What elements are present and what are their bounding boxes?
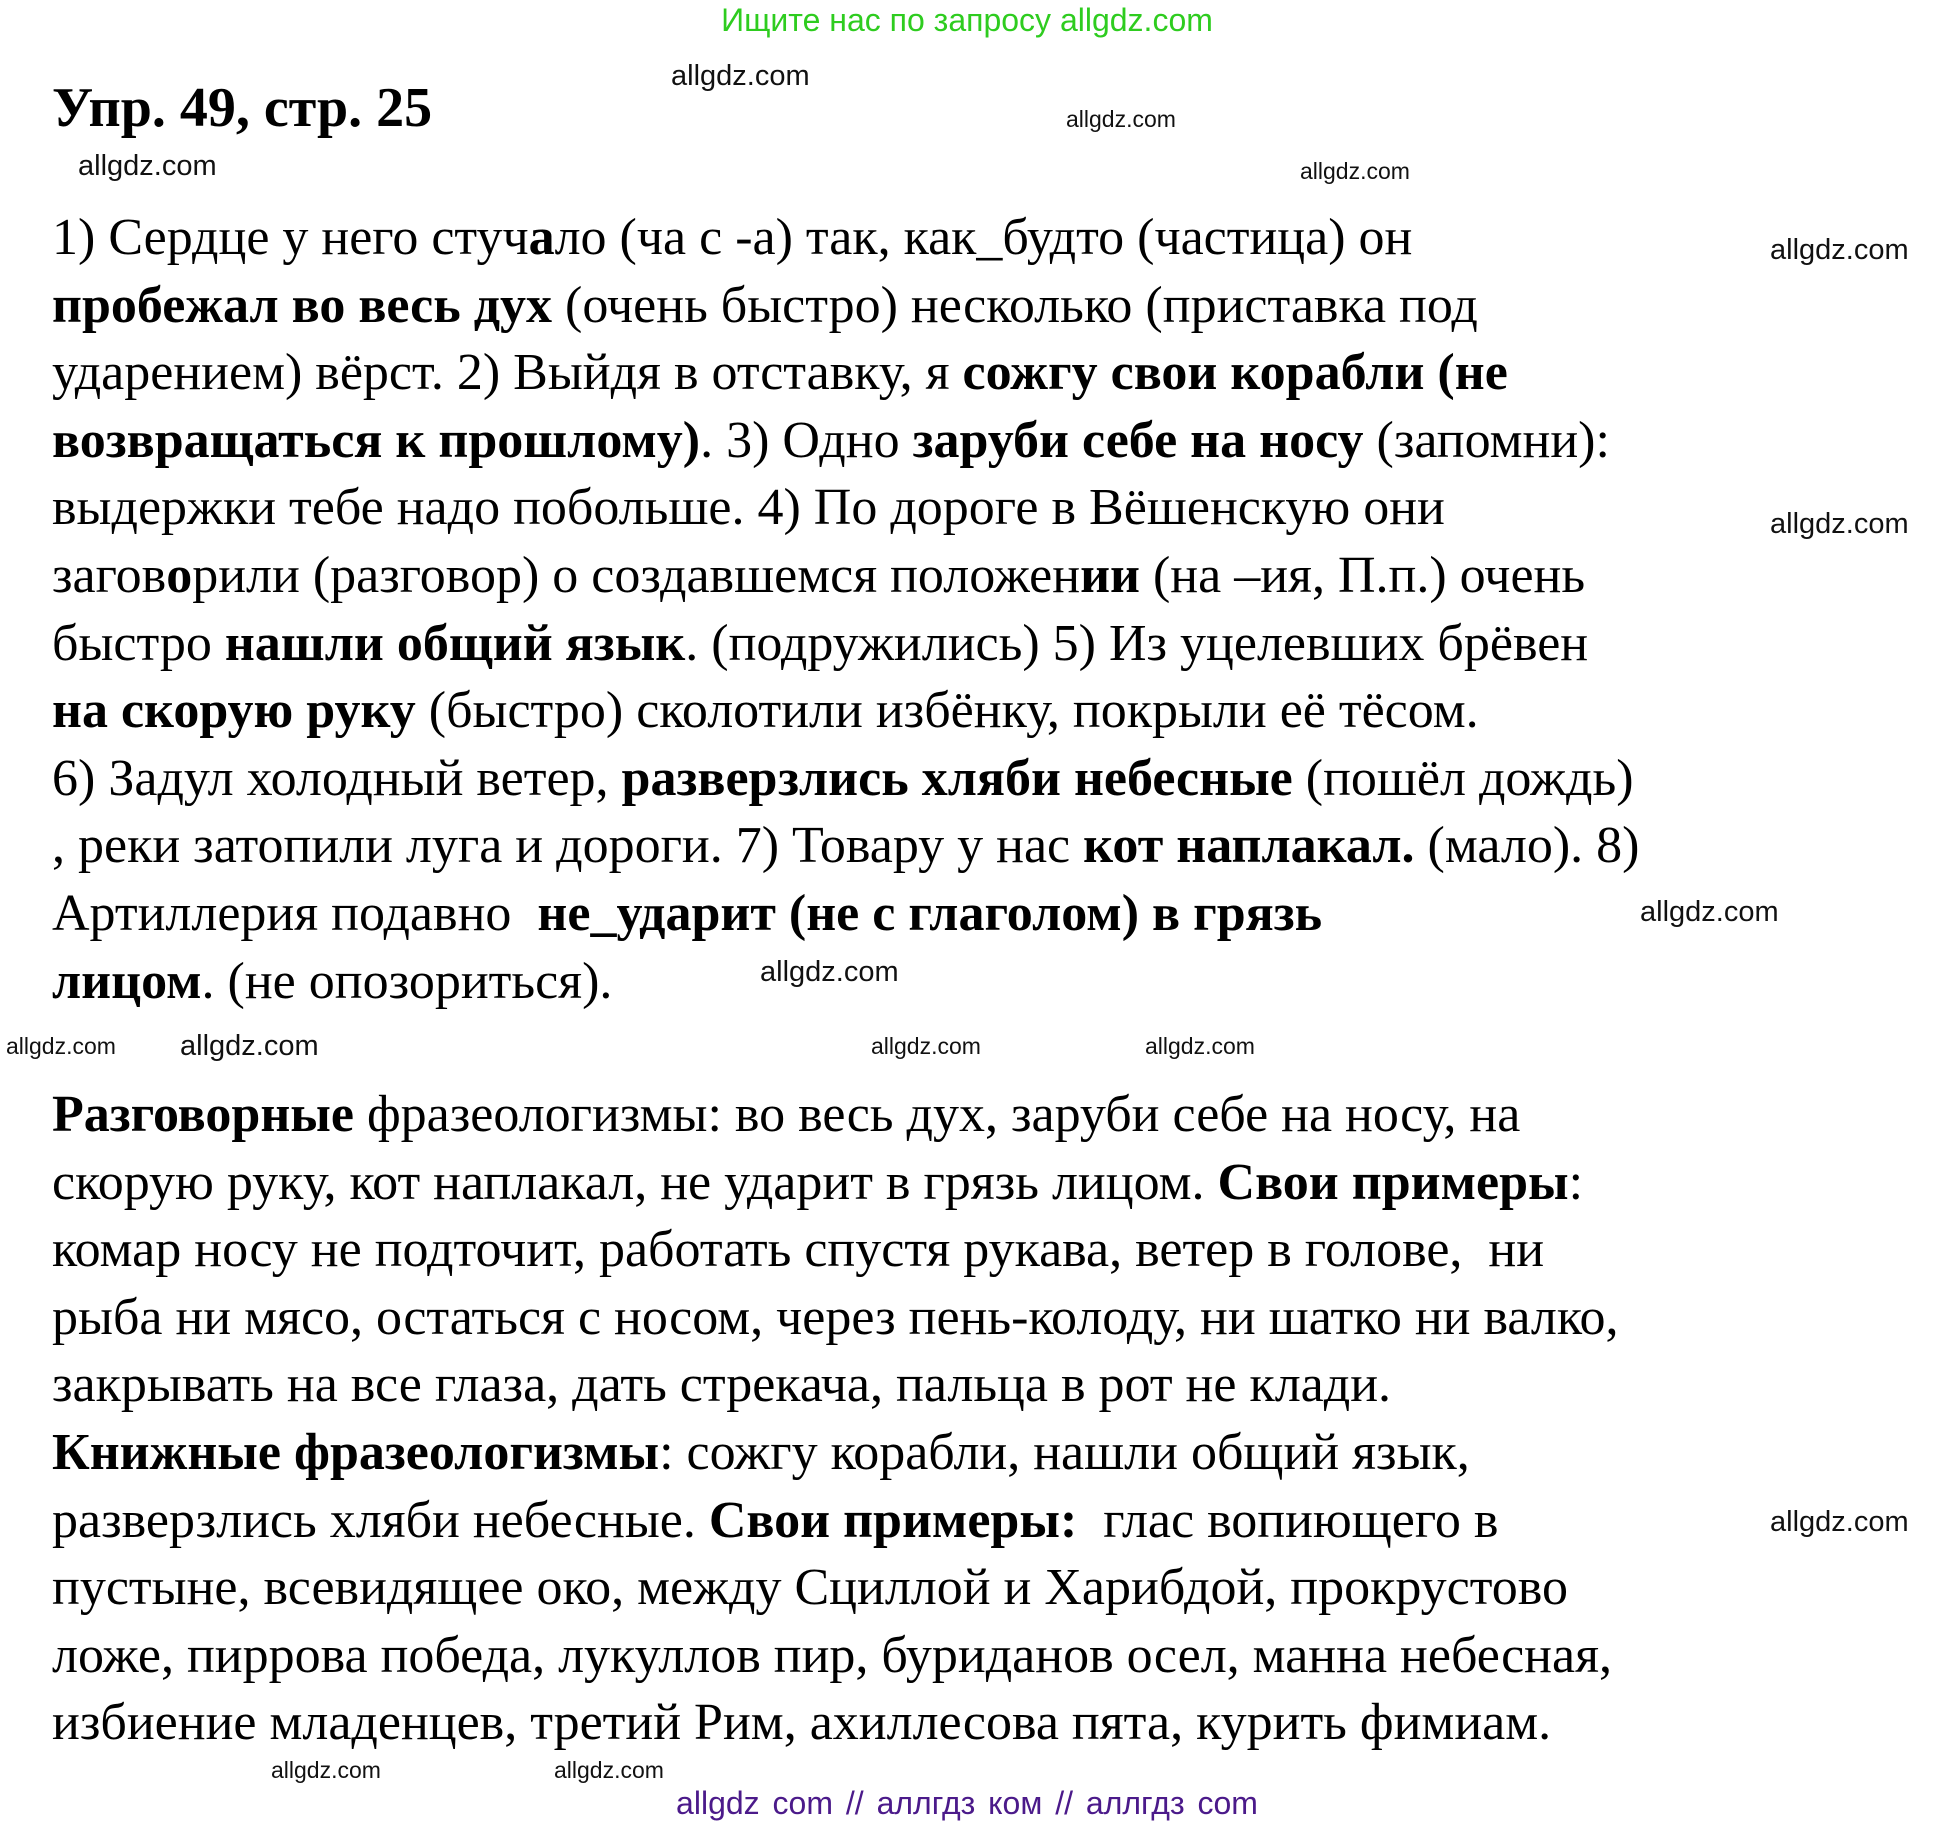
text-line [52, 1623, 1612, 1689]
phraseologism-bold: лицом [52, 952, 202, 1010]
text-line [52, 949, 612, 1015]
text-segment: ло (ча с -а) так, как_будто (частица) он [554, 209, 1413, 266]
text-segment: выдержки тебе надо побольше. 4) По дороге в Вёшенскую они [52, 479, 1445, 537]
watermark: allgdz.com [760, 956, 899, 988]
text-line [52, 1555, 1568, 1621]
text-segment: : сожгу корабли, нашли общий язык, [659, 1424, 1470, 1481]
watermark: allgdz.com [1770, 508, 1909, 540]
watermark: allgdz.com [1640, 896, 1779, 928]
phraseologism-bold: Книжные фразеологизмы [52, 1424, 660, 1481]
text-segment: скорую руку, кот наплакал, не ударит в грязь лицом. [52, 1153, 1218, 1211]
text-line [52, 408, 1610, 474]
watermark: allgdz.com [1300, 158, 1410, 184]
text-segment: ложе, пиррова победа, лукуллов пир, буриданов осел, манна небесная, [52, 1626, 1612, 1684]
text-segment: . (не опозориться). [201, 952, 613, 1010]
phraseologism-bold: о [166, 547, 193, 604]
text-line [52, 1420, 1470, 1486]
text-segment: закрывать на все глаза, дать стрекача, пальца в рот не клади. [52, 1356, 1392, 1414]
watermark: allgdz.com [180, 1030, 319, 1062]
text-segment: 1) Сердце у него стуч [52, 209, 529, 266]
text-segment: . 3) Одно [700, 411, 913, 469]
text-segment: фразеологизмы: во весь дух, заруби себе на носу, на [353, 1086, 1521, 1143]
text-line [52, 475, 1445, 541]
text-segment: (очень быстро) несколько (приставка под [552, 276, 1478, 334]
text-segment: (запомни): [1363, 411, 1610, 469]
text-line [52, 1217, 1544, 1283]
text-segment: глас вопиющего в [1077, 1491, 1499, 1549]
text-segment: (пошёл дождь) [1292, 749, 1634, 807]
phraseologism-bold: возвращаться к прошлому) [52, 411, 701, 469]
text-segment: быстро [52, 614, 225, 672]
text-line [52, 543, 1585, 609]
search-hint-banner: Ищите нас по запросу allgdz.com [721, 2, 1213, 38]
text-line [52, 1082, 1520, 1148]
text-segment: разверзлись хляби небесные. [52, 1491, 709, 1549]
text-segment: (на –ия, П.п.) очень [1139, 547, 1586, 604]
text-line [52, 340, 1508, 406]
text-segment: : [1568, 1153, 1584, 1211]
phraseologism-bold: не_ударит (не с глаголом) в грязь [537, 885, 1323, 942]
watermark: allgdz.com [671, 60, 810, 92]
text-line [52, 1150, 1583, 1216]
text-segment: (мало). 8) [1414, 817, 1640, 875]
text-segment: , реки затопили луга и дороги. 7) Товару у нас [52, 817, 1084, 875]
text-line [52, 1285, 1618, 1351]
text-segment: ударением) вёрст. 2) Выйдя в отставку, я [52, 344, 963, 402]
watermark: allgdz.com [6, 1033, 116, 1059]
text-line [52, 273, 1478, 339]
text-segment: 6) Задул холодный ветер, [52, 749, 622, 807]
text-segment: . (подружились) 5) Из уцелевших брёвен [685, 614, 1589, 672]
phraseologism-bold: сожгу свои корабли (не [962, 344, 1508, 402]
watermark: allgdz.com [271, 1757, 381, 1783]
phraseologism-bold: Свои примеры: [708, 1491, 1078, 1549]
watermark: allgdz.com [554, 1757, 664, 1783]
text-line [52, 205, 1412, 271]
phraseologism-bold: разверзлись хляби небесные [621, 749, 1293, 807]
text-segment: избиение младенцев, третий Рим, ахиллесова пята, курить фимиам. [52, 1694, 1552, 1752]
text-segment: пустыне, всевидящее око, между Сциллой и Харибдой, прокрустово [52, 1559, 1568, 1617]
watermark: allgdz.com [1770, 1506, 1909, 1538]
phraseologism-bold: заруби себе на носу [912, 411, 1364, 469]
phraseologism-bold: на скорую руку [52, 682, 416, 740]
watermark: allgdz.com [871, 1033, 981, 1059]
text-segment: комар носу не подточит, работать спустя рукава, ветер в голове, ни [52, 1221, 1545, 1279]
text-segment: загов [52, 547, 167, 604]
phraseologism-bold: Разговорные [52, 1086, 354, 1143]
watermark: allgdz.com [1145, 1033, 1255, 1059]
text-line [52, 1488, 1498, 1554]
text-line [52, 1690, 1551, 1756]
phraseologism-bold: Свои примеры [1217, 1153, 1569, 1211]
watermark: allgdz.com [1066, 106, 1176, 132]
exercise-heading: Упр. 49, стр. 25 [52, 77, 433, 139]
phraseologism-bold: ии [1080, 547, 1140, 604]
text-line [52, 813, 1640, 879]
phraseologism-bold: а [528, 209, 555, 266]
text-line [52, 611, 1588, 677]
watermark: allgdz.com [78, 150, 217, 182]
text-segment: (быстро) сколотили избёнку, покрыли её тёсом. [415, 682, 1479, 740]
phraseologism-bold: пробежал во весь дух [52, 276, 553, 334]
text-line [52, 1352, 1391, 1418]
site-footer-banner: allgdz com // аллгдз ком // аллгдз com [676, 1785, 1258, 1821]
text-line [52, 678, 1479, 744]
text-segment: рили (разговор) о создавшемся положен [192, 547, 1081, 604]
text-line [52, 881, 1322, 947]
watermark: allgdz.com [1770, 234, 1909, 266]
text-segment: Артиллерия подавно [52, 885, 538, 942]
phraseologism-bold: нашли общий язык [224, 614, 686, 672]
text-line [52, 746, 1634, 812]
phraseologism-bold: кот наплакал. [1083, 817, 1415, 875]
text-segment: рыба ни мясо, остаться с носом, через пень-колоду, ни шатко ни валко, [52, 1288, 1619, 1346]
